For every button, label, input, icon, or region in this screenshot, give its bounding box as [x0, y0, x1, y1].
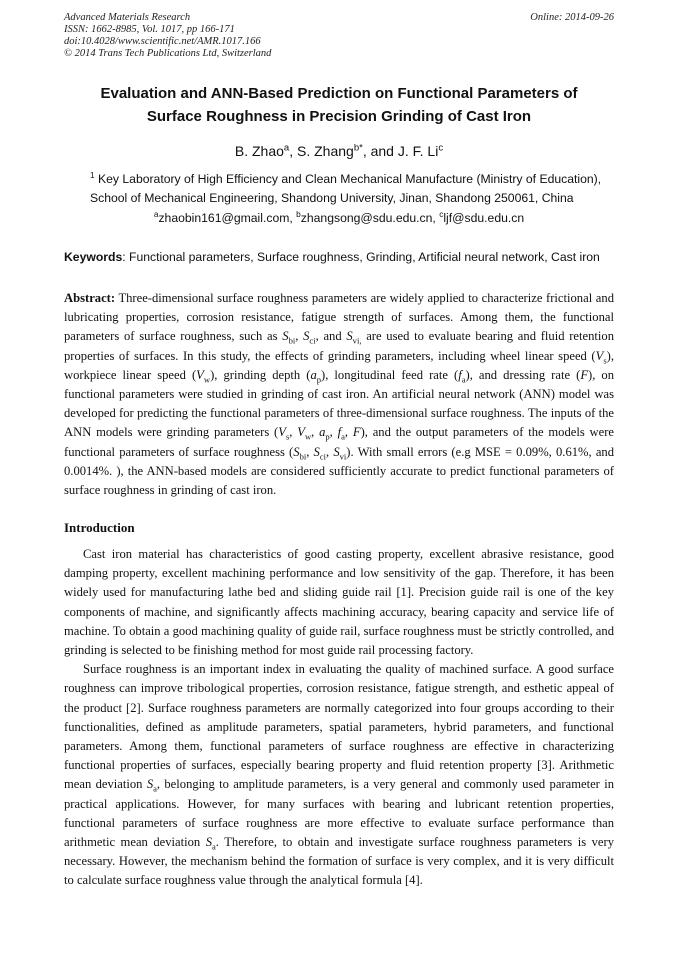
- issn-line: ISSN: 1662-8985, Vol. 1017, pp 166-171: [64, 24, 235, 35]
- symbol: V: [595, 348, 604, 363]
- abstract-text: ), and dressing rate (: [465, 367, 581, 382]
- symbol: a: [319, 425, 326, 440]
- keywords-label: Keywords: [64, 250, 123, 264]
- symbol: S: [313, 444, 320, 459]
- subscript: a: [341, 431, 345, 442]
- doi-line: doi:10.4028/www.scientific.net/AMR.1017.166: [64, 36, 261, 47]
- symbol: S: [303, 329, 310, 344]
- abstract-text: Three-dimensional surface roughness parameters are widely applied to characterize frictional and lubricating properties, corrosion resistance, fatigue strength of surfaces. Among them, the functional parameters of surface roughness, such as: [64, 291, 614, 344]
- subscript: bi: [299, 451, 307, 462]
- punct: , and: [315, 329, 347, 344]
- abstract: [64, 289, 614, 500]
- paragraph-text: , belonging to amplitude parameters, is a very general and commonly used parameter in practical applications. However, for many surfaces with bearing and lubricant retention properties, functional parameters of surface roughness are more effective to evaluate surface performance than arithmetic mean deviation: [64, 777, 615, 850]
- abstract-text: ). With small errors (e.g MSE = 0.09%, 0.61%, and 0.0014%. ), the ANN-based models are considered sufficiently accurate to predict functional parameters of surface roughness in grinding of cast iron.: [64, 444, 615, 498]
- email-separator: ,: [289, 211, 297, 225]
- symbol: V: [196, 367, 204, 382]
- journal-name: Advanced Materials Research: [64, 12, 191, 23]
- symbol: a: [310, 367, 317, 382]
- author-name: S. Zhang: [297, 143, 354, 159]
- email-sup: b: [296, 208, 301, 219]
- symbol: S: [282, 329, 289, 344]
- subscript: s: [285, 431, 290, 442]
- symbol: V: [278, 425, 286, 440]
- online-date: Online: 2014-09-26: [530, 12, 614, 23]
- publication-header: [64, 12, 614, 60]
- symbol: S: [333, 444, 340, 459]
- author-separator: ,: [289, 143, 297, 159]
- abstract-label: Abstract:: [64, 291, 116, 305]
- author-list: [64, 143, 614, 159]
- abstract-text: ), on functional parameters were studied in grinding of cast iron. An artificial neural network (ANN) model was developed for predicting the functional parameters of three-dimensional surface roughness. The inputs of the ANN models were grinding parameters (: [64, 367, 615, 440]
- symbol: f: [337, 425, 342, 440]
- subscript: a: [153, 783, 157, 794]
- subscript: vi,: [352, 335, 362, 346]
- copyright-line: © 2014 Trans Tech Publications Ltd, Switzerland: [64, 48, 272, 59]
- subscript: p: [325, 431, 330, 442]
- subscript: w: [203, 374, 211, 385]
- symbol: S: [293, 444, 300, 459]
- section-heading-introduction: Introduction: [64, 520, 135, 535]
- symbol: S: [346, 329, 353, 344]
- author-sup: b*: [353, 142, 363, 154]
- paper-title: [64, 82, 614, 128]
- punct: ,: [311, 425, 320, 440]
- author-emails: [64, 208, 614, 225]
- introduction-body: [64, 545, 614, 891]
- author-sup: a: [283, 142, 290, 154]
- affiliation-line-2: School of Mechanical Engineering, Shandong University, Jinan, Shandong 250061, China: [90, 191, 574, 205]
- subscript: w: [304, 431, 312, 442]
- punct: ,: [295, 329, 304, 344]
- punct: ,: [306, 444, 314, 459]
- author-sup: c: [438, 142, 444, 154]
- title-line-2: Surface Roughness in Precision Grinding of Cast Iron: [146, 108, 532, 125]
- symbol: S: [205, 835, 212, 850]
- affiliation-line-1: Key Laboratory of High Efficiency and Clean Mechanical Manufacture (Ministry of Education),: [94, 172, 602, 186]
- affiliation-number: 1: [90, 169, 95, 180]
- email-sup: a: [153, 208, 159, 219]
- punct: ,: [289, 425, 298, 440]
- intro-paragraph-1: Cast iron material has characteristics of good casting property, excellent abrasive resistance, good damping property, excellent machining performance and low sensitivity of the gap. Therefore, it has been widely used for manufacturing lathe bed and sliding guide rail [1]. Precision guide rail is one of the key components of machine, and significantly affects machining accuracy, bearing capacity and service life of machine. To obtain a good machining quality of guide rail, surface roughness must be strictly controlled, and grinding is selected to be finishing method for most guide rail processing factory.: [64, 547, 614, 658]
- punct: ,: [329, 425, 338, 440]
- email-link[interactable]: zhaobin161@gmail.com: [158, 211, 290, 225]
- abstract-text: ), longitudinal feed rate (: [321, 367, 459, 382]
- author-name: J. F. Li: [397, 143, 439, 159]
- symbol: S: [146, 777, 154, 792]
- punct: ,: [326, 444, 334, 459]
- symbol: F: [352, 425, 361, 440]
- subscript: p: [316, 374, 322, 385]
- subscript: s: [603, 355, 607, 366]
- symbol: V: [297, 425, 305, 440]
- email-link[interactable]: ljf@sdu.edu.cn: [443, 211, 525, 225]
- title-line-1: Evaluation and ANN-Based Prediction on Functional Parameters of: [100, 85, 578, 102]
- subscript: ci: [319, 451, 327, 462]
- subscript: ci: [309, 335, 316, 346]
- email-sup: c: [439, 208, 444, 219]
- keywords-text: : Functional parameters, Surface roughness, Grinding, Artificial neural network, Cast iron: [122, 250, 600, 264]
- subscript: bi: [288, 335, 296, 346]
- keywords: [64, 250, 618, 264]
- abstract-text: ), grinding depth (: [210, 367, 311, 382]
- email-link[interactable]: zhangsong@sdu.edu.cn: [300, 211, 433, 225]
- email-separator: ,: [432, 211, 440, 225]
- subscript: a: [212, 841, 216, 852]
- abstract-text: ), and the output parameters of the models were functional parameters of surface roughness (: [64, 425, 615, 459]
- symbol: f: [458, 367, 462, 382]
- punct: ,: [344, 425, 353, 440]
- paragraph-text: Surface roughness is an important index in evaluating the quality of machined surface. A good surface roughness can improve tribological properties, corrosion resistance, fatigue strength, and esthetic appeal of the product [2]. Surface roughness parameters are normally categorized into four groups according to their functionalities, defined as amplitude parameters, spatial parameters, hybrid parameters, and functional parameters. Among them, functional parameters of surface roughness are effective in characterizing functional properties of surfaces, especially bearing property and fluid retention property [3]. Arithmetic mean deviation: [64, 662, 614, 792]
- paragraph-text: . Therefore, to obtain and investigate surface roughness parameters is very necessary. However, the mechanism behind the formation of surface is very complex, and it is very difficult to calculate surface roughness value through the analytical formula [4].: [64, 835, 614, 888]
- author-separator: , and: [362, 143, 398, 159]
- abstract-text: ), workpiece linear speed (: [64, 348, 614, 382]
- author-name: B. Zhao: [234, 143, 284, 159]
- affiliation: [90, 170, 638, 208]
- abstract-text: are used to evaluate bearing and fluid retention properties of surfaces. In this study, the effects of grinding parameters, including wheel linear speed (: [64, 329, 614, 363]
- subscript: vi: [339, 451, 347, 462]
- intro-paragraph-2: [64, 660, 614, 890]
- subscript: a: [461, 374, 466, 385]
- symbol: F: [580, 367, 589, 382]
